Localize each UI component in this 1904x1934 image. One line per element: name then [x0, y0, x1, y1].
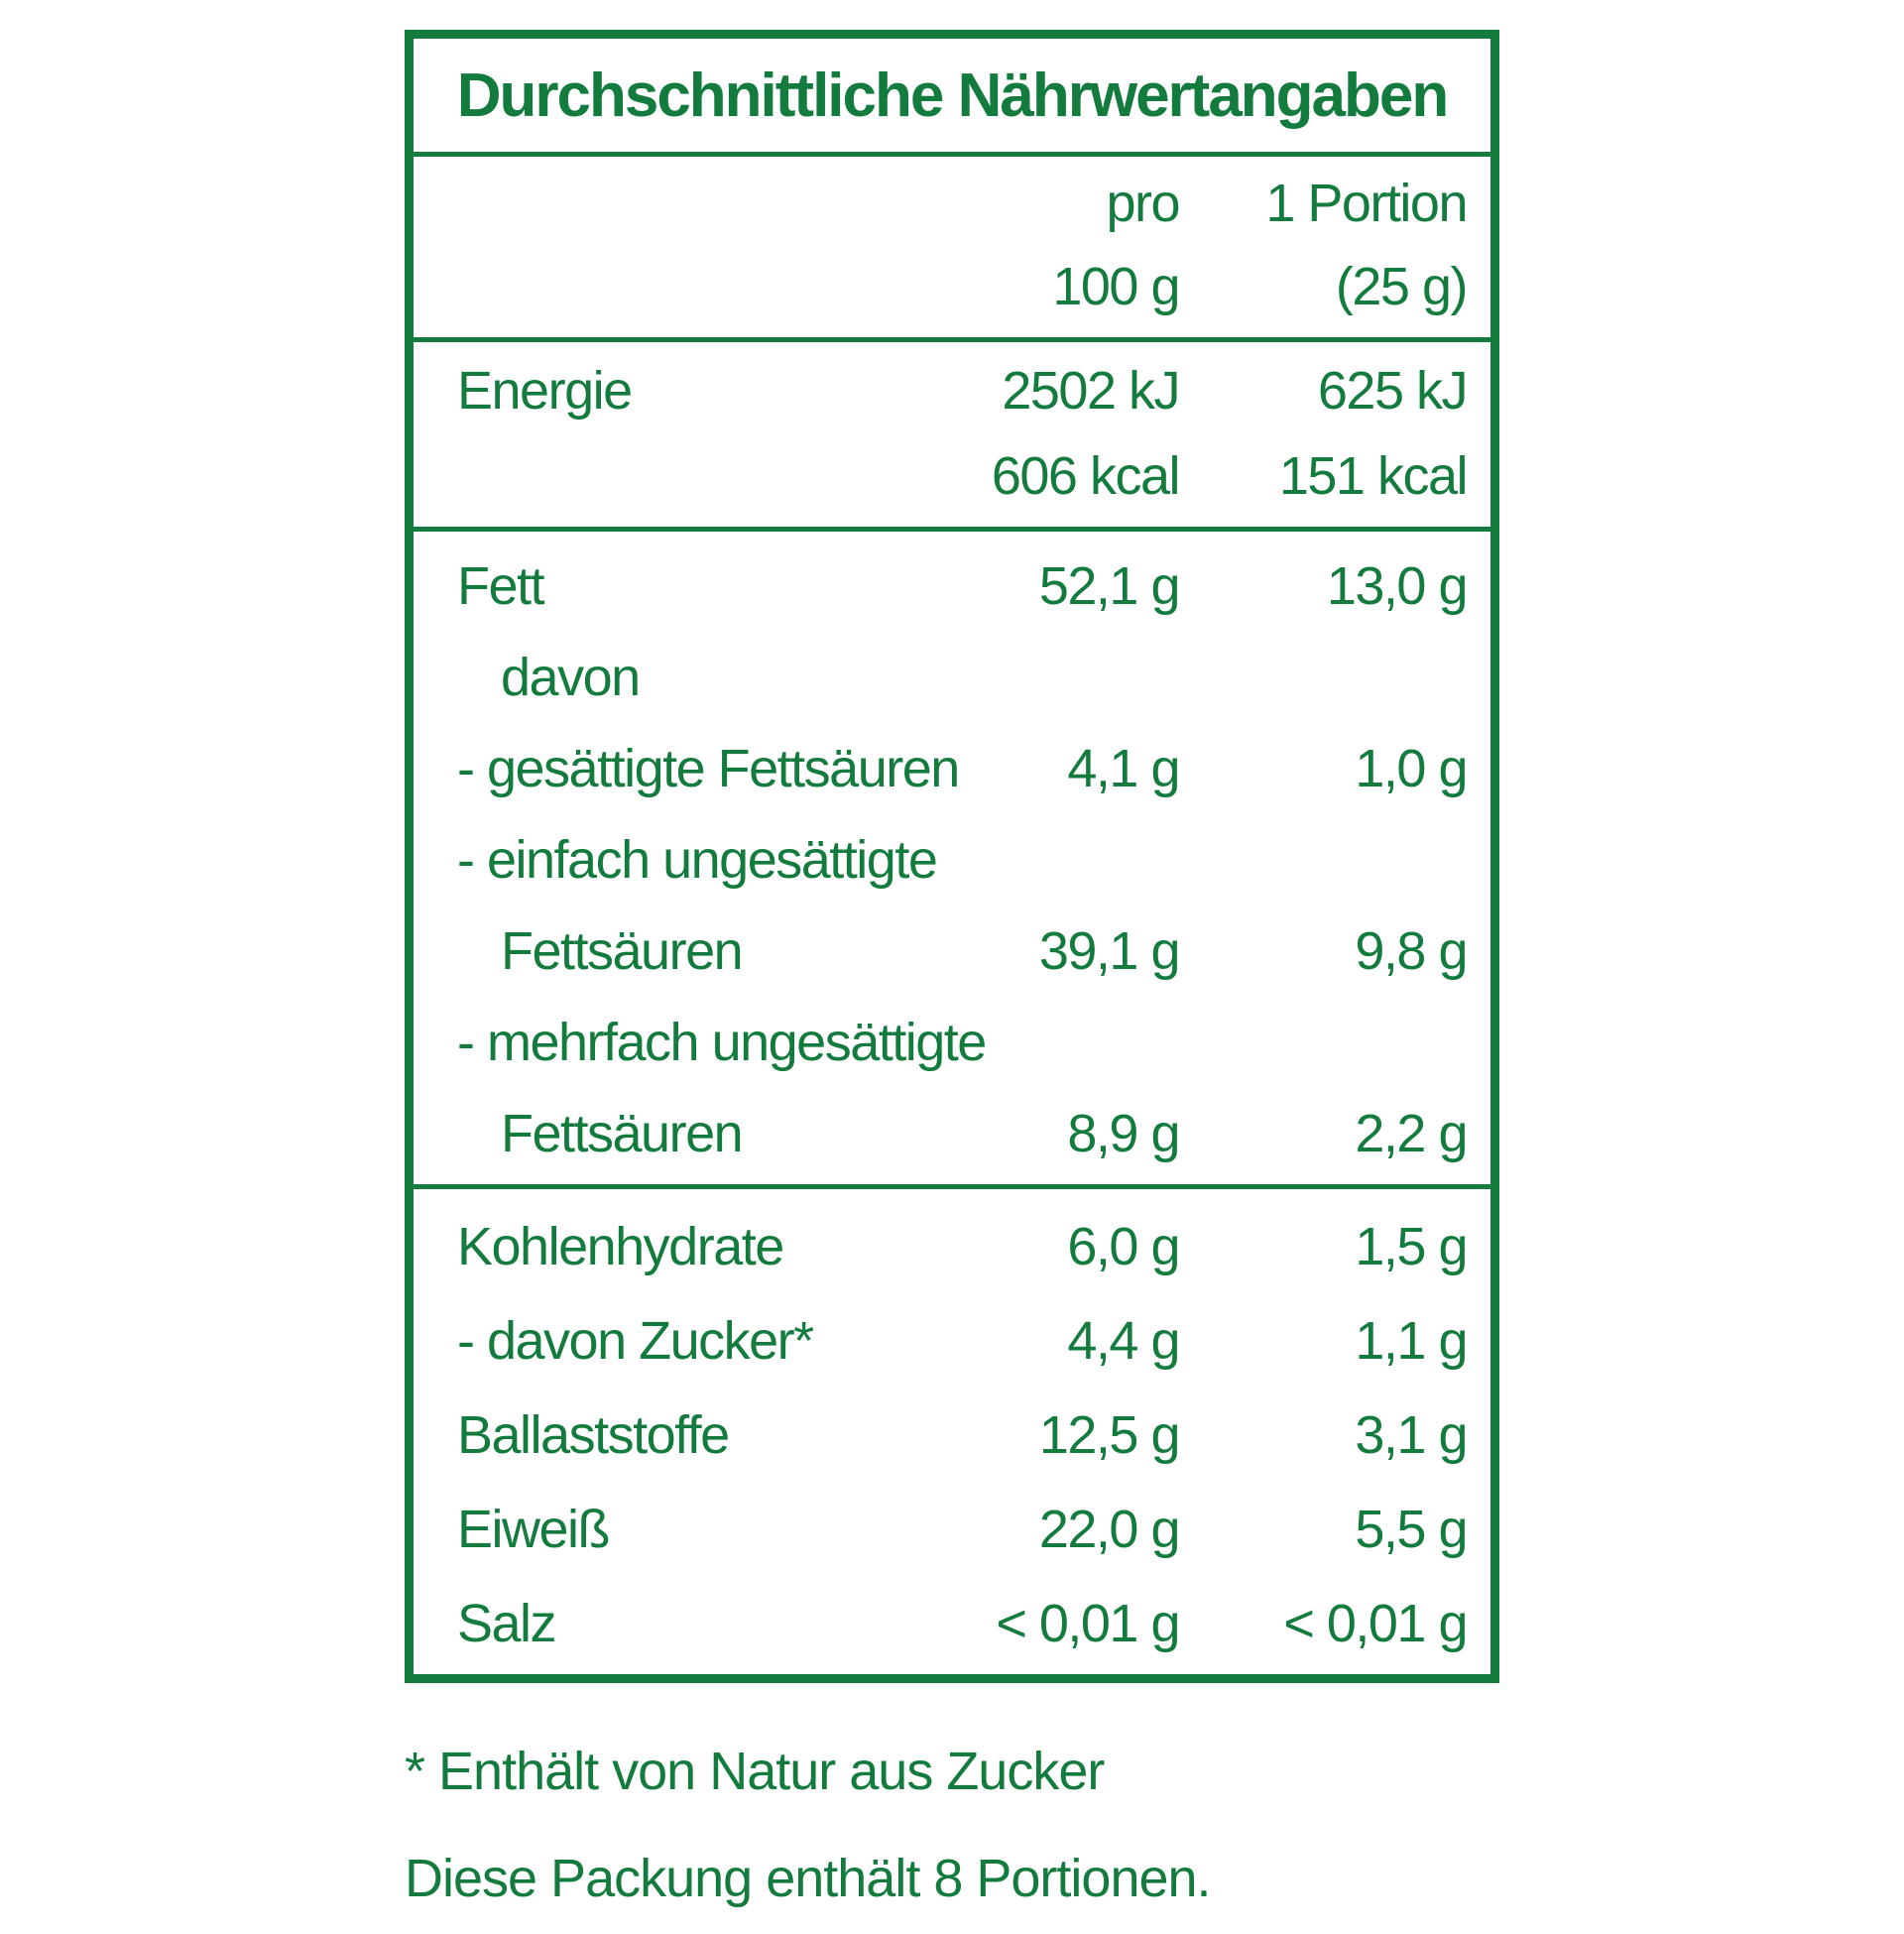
- row-label: - einfach ungesättigte: [457, 830, 937, 890]
- table-row-protein: [457, 1478, 1467, 1572]
- column-header-per-100g: pro: [1106, 174, 1179, 233]
- value-per-portion: 625 kJ: [1317, 361, 1467, 421]
- row-label: Energie: [457, 361, 632, 421]
- value-per-100g: 2502 kJ: [1002, 361, 1179, 421]
- value-per-100g: 4,4 g: [1067, 1311, 1179, 1371]
- column-header-section: [414, 152, 1490, 337]
- table-row-fiber: [457, 1384, 1467, 1478]
- footnotes: [405, 1741, 1499, 1909]
- table-row-salt: [457, 1572, 1467, 1666]
- section-energy: [414, 337, 1490, 527]
- row-label: - gesättigte Fettsäuren: [457, 739, 959, 798]
- value-per-portion: 1,1 g: [1355, 1311, 1467, 1371]
- value-per-portion: 151 kcal: [1278, 446, 1467, 506]
- footnote-sugar: * Enthält von Natur aus Zucker: [405, 1742, 1105, 1801]
- value-per-100g: 4,1 g: [1067, 739, 1179, 798]
- row-label: davon: [501, 648, 640, 707]
- table-row-fat-saturated: [457, 720, 1467, 811]
- value-per-100g: < 0,01 g: [996, 1594, 1179, 1653]
- section-carbs-protein-salt: [414, 1184, 1490, 1674]
- row-label: - davon Zucker*: [457, 1311, 813, 1371]
- nutrition-table: [405, 30, 1499, 1683]
- header-row: [457, 163, 1467, 246]
- value-per-100g: 606 kcal: [991, 446, 1179, 506]
- value-per-100g: 39,1 g: [1038, 921, 1179, 981]
- row-label: - mehrfach ungesättigte: [457, 1013, 986, 1072]
- value-per-100g: 12,5 g: [1038, 1405, 1179, 1465]
- table-row-fat-polyunsaturated-values: [457, 1085, 1467, 1176]
- value-per-100g: 8,9 g: [1067, 1104, 1179, 1163]
- table-title: Durchschnittliche Nährwertangaben: [456, 60, 1448, 130]
- table-row-fat-davon: [457, 629, 1467, 720]
- row-label: Fettsäuren: [501, 921, 743, 981]
- section-fat: [414, 527, 1490, 1184]
- row-label: Eiweiß: [457, 1500, 610, 1559]
- row-label: Fettsäuren: [501, 1104, 743, 1163]
- table-row-fat-polyunsaturated-label: [457, 994, 1467, 1085]
- header-row: [457, 246, 1467, 329]
- row-label: Kohlenhydrate: [457, 1217, 783, 1276]
- table-row-fat-monounsaturated-values: [457, 903, 1467, 994]
- value-per-100g: 22,0 g: [1038, 1500, 1179, 1559]
- table-row-energy-kcal: [457, 433, 1467, 519]
- table-title-section: [414, 39, 1490, 152]
- value-per-portion: 13,0 g: [1326, 556, 1467, 616]
- table-row-fat-monounsaturated-label: [457, 811, 1467, 903]
- value-per-portion: 3,1 g: [1355, 1405, 1467, 1465]
- table-row-energy-kj: [457, 348, 1467, 433]
- value-per-portion: 9,8 g: [1355, 921, 1467, 981]
- column-header-per-100g-unit: 100 g: [1052, 257, 1179, 316]
- row-label: Ballaststoffe: [457, 1405, 729, 1465]
- value-per-portion: 1,0 g: [1355, 739, 1467, 798]
- column-header-per-portion: 1 Portion: [1265, 174, 1467, 233]
- row-label: Salz: [457, 1594, 556, 1653]
- value-per-portion: 5,5 g: [1355, 1500, 1467, 1559]
- value-per-portion: 1,5 g: [1355, 1217, 1467, 1276]
- value-per-portion: 2,2 g: [1355, 1104, 1467, 1163]
- value-per-100g: 6,0 g: [1067, 1217, 1179, 1276]
- value-per-100g: 52,1 g: [1038, 556, 1179, 616]
- footnote-portions: Diese Packung enthält 8 Portionen.: [405, 1849, 1211, 1908]
- table-row-carbohydrates: [457, 1195, 1467, 1289]
- row-label: Fett: [457, 556, 544, 616]
- table-row-sugar: [457, 1289, 1467, 1384]
- table-row-fat: [457, 538, 1467, 629]
- value-per-portion: < 0,01 g: [1283, 1594, 1467, 1653]
- column-header-per-portion-unit: (25 g): [1335, 257, 1467, 316]
